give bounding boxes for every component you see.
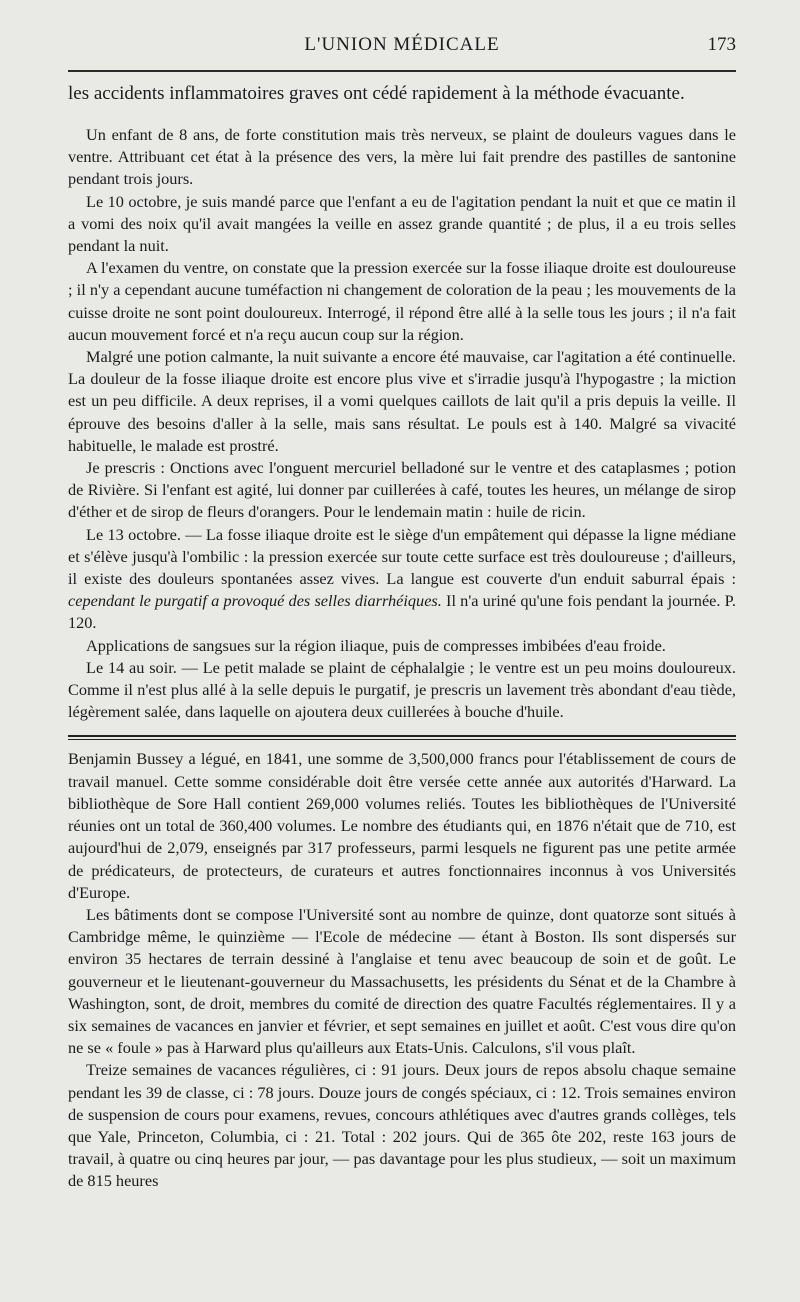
paragraph: A l'examen du ventre, on constate que la pression exercée sur la fosse iliaque droite est douloureuse ; il n'y a cependant aucune tuméfaction ni changement de coloration de la peau ; les mouvements de la cuisse droite ne sont point douloureux. Interrogé, il répond être allé à la selle tous les jours ; il n'a fait aucun mouvement forcé et n'a reçu aucun coup sur la région. xyxy=(68,258,736,344)
separator-rule-thick xyxy=(68,735,736,737)
clinical-case-article xyxy=(68,82,736,723)
paragraph-text: Il n'a uriné qu'une fois pendant la journée. P. 120. xyxy=(68,591,736,633)
paragraph: Les bâtiments dont se compose l'Université sont au nombre de quinze, dont quatorze sont situés à Cambridge même, le quinzième — l'Ecole de médecine — étant à Boston. Ils sont dispersés sur environ 35 hectares de terrain dessiné à l'anglaise et tenu avec beaucoup de soin et de goût. Le gouverneur et le lieutenant-gouverneur du Massachusetts, les présidents du Sénat et de la Chambre à Washington, sont, de droit, membres du comité de direction des quatre Facultés réglementaires. Il y a six semaines de vacances en janvier et février, et sept semaines en juillet et août. C'est vous dire qu'on ne se « foule » pas à Harward plus qu'ailleurs aux Etats-Unis. Calculons, s'il vous plaît. xyxy=(68,904,736,1058)
paragraph: Malgré une potion calmante, la nuit suivante a encore été mauvaise, car l'agitation a été continuelle. La douleur de la fosse iliaque droite est encore plus vive et s'irradie jusqu'à l'hypogastre ; la miction est un peu difficile. A deux reprises, il a vomi quelques caillots de lait qu'il a pris depuis la veille. Il éprouve des besoins d'aller à la selle, mais sans résultat. Le pouls est à 140. Malgré sa vivacité habituelle, le malade est prostré. xyxy=(68,347,736,455)
paragraph: Treize semaines de vacances régulières, ci : 91 jours. Deux jours de repos absolu chaque semaine pendant les 39 de classe, ci : 78 jours. Douze jours de congés spéciaux, ci : 12. Trois semaines environ de suspension de cours pour examens, revues, concours athlétiques avec d'autres grands collèges, tels que Yale, Princeton, Columbia, ci : 21. Total : 202 jours. Qui de 365 ôte 202, reste 163 jours de travail, à quatre ou cinq heures par jour, — pas davantage pour les plus studieux, — soit un maximum de 815 heures xyxy=(68,1060,736,1191)
paragraph: Applications de sangsues sur la région iliaque, puis de compresses imbibées d'eau froide. xyxy=(86,635,666,655)
paragraph: Le 10 octobre, je suis mandé parce que l'enfant a eu de l'agitation pendant la nuit et que ce matin il a vomi des noix qu'il avait mangées la veille en assez grande quantité ; de plus, il a eu trois selles pendant la nuit. xyxy=(68,191,736,256)
paragraph-continuation: les accidents inflammatoires graves ont cédé rapidement à la méthode évacuante. xyxy=(68,83,685,104)
paragraph: Je prescris : Onctions avec l'onguent mercuriel belladoné sur le ventre et des cataplasmes ; potion de Rivière. Si l'enfant est agité, lui donner par cuillerées à café, toutes les heures, un mélange de sirop d'éther et de sirop de fleurs d'orangers. Pour le lendemain matin : huile de ricin. xyxy=(68,458,736,522)
journal-title: L'UNION MÉDICALE xyxy=(304,34,500,55)
paragraph: Un enfant de 8 ans, de forte constitution mais très nerveux, se plaint de douleurs vagues dans le ventre. Attribuant cet état à la présence des vers, la mère lui fait prendre des pastilles de santonine pendant trois jours. xyxy=(68,125,736,189)
header-rule xyxy=(68,70,736,72)
paragraph: Benjamin Bussey a légué, en 1841, une somme de 3,500,000 francs pour l'établissement de cours de travail manuel. Cette somme considérable doit être versée cette année aux autorités d'Harward. La bibliothèque de Sore Hall contient 269,000 volumes reliés. Toutes les bibliothèques de l'Université réunies ont un total de 360,400 volumes. Le nombre des étudiants qui, en 1876 n'était que de 710, est aujourd'hui de 2,079, enseignés par 317 professeurs, parmi lesquels ne figurent pas une petite armée de prédicateurs, de protecteurs, de curateurs et autres fonctionnaires inconnus à vos Universités d'Europe. xyxy=(68,749,736,902)
section-separator xyxy=(68,735,736,740)
paragraph-text: Le 13 octobre. — La fosse iliaque droite est le siège d'un empâtement qui dépasse la ligne médiane et s'élève jusqu'à l'ombilic : la pression exercée sur toute cette surface est très douloureuse ; d'ailleurs, il existe des douleurs spontanées assez vives. La langue est couverte d'un enduit saburral épais : xyxy=(68,524,736,589)
page-number: 173 xyxy=(707,34,736,55)
paragraph: Le 14 au soir. — Le petit malade se plaint de céphalalgie ; le ventre est un peu moins douloureux. Comme il n'est plus allé à la selle depuis le purgatif, je prescris un lavement très abondant d'eau tiède, légèrement salée, dans laquelle on ajoutera deux cuillerées à bouche d'huile. xyxy=(68,657,736,722)
paragraph xyxy=(68,524,736,635)
news-section xyxy=(68,748,736,1192)
separator-rule-thin xyxy=(68,739,736,740)
running-head xyxy=(68,30,736,58)
italic-text: cependant le purgatif a provoqué des selles diarrhéiques. xyxy=(68,591,442,611)
